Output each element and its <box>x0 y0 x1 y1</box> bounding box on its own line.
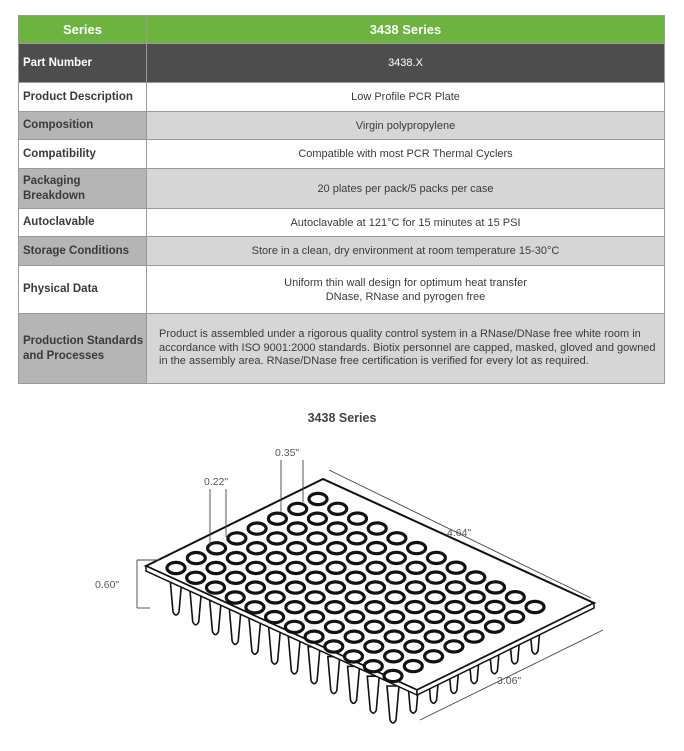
well <box>207 562 225 573</box>
pcr-plate-diagram <box>0 430 684 751</box>
well <box>187 572 205 583</box>
well <box>248 523 266 534</box>
well <box>288 543 306 554</box>
well <box>467 572 485 583</box>
well <box>447 582 465 593</box>
well <box>326 602 344 613</box>
well <box>246 602 264 613</box>
well <box>526 601 544 612</box>
well <box>387 552 405 563</box>
row-value-paragraph: Product is assembled under a rigorous quality control system in a RNase/DNase free white room in accordance with ISO 9001:2000 standards. Biotix personnel are capped, masked, gloved and gowned in the assembly area. RNase/DNase free certification is verified for every lot as required. <box>147 314 665 384</box>
table-row <box>19 209 665 237</box>
table-row <box>19 266 665 314</box>
table-row <box>19 140 665 169</box>
table-header-row <box>19 16 665 44</box>
well <box>266 612 284 623</box>
dim-label-width: 3.06" <box>497 675 522 687</box>
well <box>248 543 266 554</box>
well <box>267 572 285 583</box>
well <box>466 592 484 603</box>
well <box>405 621 423 632</box>
well <box>506 611 524 622</box>
well <box>406 602 424 613</box>
well <box>266 592 284 603</box>
well <box>328 543 346 554</box>
part-number-value: 3438.X <box>147 44 665 83</box>
well <box>325 621 343 632</box>
well <box>227 553 245 564</box>
row-value: Low Profile PCR Plate <box>147 83 665 112</box>
well <box>267 553 285 564</box>
dim-label-height: 0.60" <box>95 579 120 591</box>
well <box>285 621 303 632</box>
well <box>487 582 505 593</box>
dim-label-well-top: 0.35" <box>275 447 300 459</box>
tube <box>387 686 399 723</box>
tube <box>367 676 379 713</box>
well <box>287 562 305 573</box>
well <box>427 552 445 563</box>
well <box>407 562 425 573</box>
well <box>329 503 347 514</box>
well <box>346 592 364 603</box>
well <box>327 562 345 573</box>
well <box>305 631 323 642</box>
figure-title: 3438 Series <box>307 411 377 425</box>
well <box>404 661 422 672</box>
well <box>366 602 384 613</box>
row-label <box>19 169 147 209</box>
well <box>347 572 365 583</box>
well <box>167 562 185 573</box>
header-series: Series <box>19 16 147 44</box>
well <box>427 572 445 583</box>
well <box>306 592 324 603</box>
row-value: Virgin polypropylene <box>147 112 665 140</box>
well <box>309 493 327 504</box>
well <box>368 543 386 554</box>
row-label: Physical Data <box>19 266 147 314</box>
well <box>207 582 225 593</box>
well <box>368 523 386 534</box>
well <box>226 592 244 603</box>
well <box>447 562 465 573</box>
well <box>306 612 324 623</box>
well <box>364 661 382 672</box>
well <box>349 513 367 524</box>
well <box>425 631 443 642</box>
tube <box>328 657 340 694</box>
well <box>325 641 343 652</box>
well <box>345 651 363 662</box>
row-value <box>147 266 665 314</box>
well <box>247 582 265 593</box>
well <box>466 611 484 622</box>
well <box>288 523 306 534</box>
spec-table <box>18 15 665 384</box>
well <box>445 641 463 652</box>
well <box>408 543 426 554</box>
row-label: Compatibility <box>19 140 147 169</box>
table-row <box>19 83 665 112</box>
header-3438-series: 3438 Series <box>147 16 665 44</box>
well <box>384 670 402 681</box>
well <box>465 631 483 642</box>
row-value-line: DNase, RNase and pyrogen free <box>325 290 486 303</box>
row-label: Composition <box>19 112 147 140</box>
tube <box>348 666 360 703</box>
well <box>486 601 504 612</box>
well <box>386 611 404 622</box>
row-value: Compatible with most PCR Thermal Cyclers <box>147 140 665 169</box>
well <box>367 562 385 573</box>
part-number-row <box>19 44 665 83</box>
row-label-line: Breakdown <box>23 189 85 202</box>
well <box>426 611 444 622</box>
well <box>485 621 503 632</box>
well <box>385 631 403 642</box>
well <box>289 503 307 514</box>
well <box>268 513 286 524</box>
table-row <box>19 169 665 209</box>
well <box>425 651 443 662</box>
well <box>308 533 326 544</box>
row-value: 20 plates per pack/5 packs per case <box>147 169 665 209</box>
table-row <box>19 314 665 384</box>
well <box>228 533 246 544</box>
dim-label-length: 4.64" <box>447 527 472 539</box>
well <box>367 582 385 593</box>
table-row <box>19 237 665 266</box>
part-number-label: Part Number <box>19 44 147 83</box>
well <box>385 651 403 662</box>
well <box>327 582 345 593</box>
well <box>506 592 524 603</box>
dim-label-well-inner: 0.22" <box>204 476 229 488</box>
row-label: Autoclavable <box>19 209 147 237</box>
well <box>387 572 405 583</box>
well <box>445 621 463 632</box>
row-label-line: Packaging <box>23 174 81 187</box>
well <box>426 592 444 603</box>
well <box>407 582 425 593</box>
well <box>187 553 205 564</box>
row-label-line: Production Standards <box>23 334 144 347</box>
well <box>268 533 286 544</box>
well <box>308 513 326 524</box>
row-label-line: and Processes <box>23 349 105 362</box>
row-value: Autoclavable at 121°C for 15 minutes at 15 PSI <box>147 209 665 237</box>
well <box>405 641 423 652</box>
well <box>388 533 406 544</box>
well <box>307 572 325 583</box>
row-value-line: Uniform thin wall design for optimum heat transfer <box>284 276 527 289</box>
well <box>348 533 366 544</box>
well <box>247 562 265 573</box>
well <box>346 611 364 622</box>
row-label: Storage Conditions <box>19 237 147 266</box>
well <box>446 602 464 613</box>
row-label: Product Description <box>19 83 147 112</box>
well <box>307 552 325 563</box>
well <box>345 631 363 642</box>
tube <box>269 627 281 664</box>
tube <box>288 637 300 674</box>
well <box>347 552 365 563</box>
well <box>227 572 245 583</box>
table-row <box>19 112 665 140</box>
well <box>328 523 346 534</box>
well <box>365 621 383 632</box>
well <box>287 582 305 593</box>
well <box>286 602 304 613</box>
row-label <box>19 314 147 384</box>
well <box>365 641 383 652</box>
well <box>386 592 404 603</box>
row-value: Store in a clean, dry environment at room temperature 15-30°C <box>147 237 665 266</box>
tube <box>308 647 320 684</box>
